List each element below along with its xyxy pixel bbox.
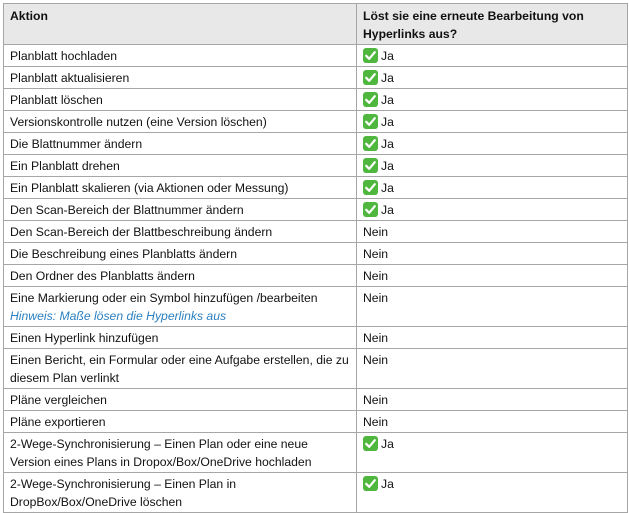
answer-cell (357, 67, 628, 89)
table-row (4, 155, 628, 177)
table-row (4, 67, 628, 89)
answer-text: Ja (381, 93, 394, 107)
answer-cell: Nein (357, 287, 628, 327)
table-row (4, 45, 628, 67)
check-mark-icon (363, 180, 378, 195)
action-cell: Den Ordner des Planblatts ändern (4, 265, 357, 287)
answer-text: Ja (381, 181, 394, 195)
action-cell: Planblatt aktualisieren (4, 67, 357, 89)
check-mark-icon (363, 70, 378, 85)
answer-text: Ja (381, 71, 394, 85)
header-row (4, 4, 628, 45)
answer-text: Ja (381, 49, 394, 63)
action-cell: Planblatt löschen (4, 89, 357, 111)
action-cell: Ein Planblatt skalieren (via Aktionen oder Messung) (4, 177, 357, 199)
action-cell: Einen Hyperlink hinzufügen (4, 327, 357, 349)
answer-text: Ja (381, 477, 394, 491)
action-cell: Einen Bericht, ein Formular oder eine Aufgabe erstellen, die zu diesem Plan verlinkt (4, 349, 357, 389)
header-answer: Löst sie eine erneute Bearbeitung von Hyperlinks aus? (357, 4, 628, 45)
check-mark-icon (363, 92, 378, 107)
action-cell: Den Scan-Bereich der Blattnummer ändern (4, 199, 357, 221)
answer-cell: Nein (357, 411, 628, 433)
answer-cell (357, 133, 628, 155)
answer-cell (357, 433, 628, 473)
answer-cell (357, 111, 628, 133)
answer-cell: Nein (357, 265, 628, 287)
hint-note: Hinweis: Maße lösen die Hyperlinks aus (10, 309, 227, 323)
answer-cell (357, 199, 628, 221)
answer-text: Ja (381, 159, 394, 173)
check-mark-icon (363, 114, 378, 129)
table-row (4, 389, 628, 411)
table-row (4, 111, 628, 133)
answer-cell (357, 155, 628, 177)
answer-cell: Nein (357, 327, 628, 349)
table-row (4, 133, 628, 155)
table-row (4, 89, 628, 111)
answer-cell (357, 45, 628, 67)
action-cell: 2-Wege-Synchronisierung – Einen Plan oder eine neue Version eines Plans in Dropox/Box/OneDrive hochladen (4, 433, 357, 473)
table-row (4, 327, 628, 349)
check-mark-icon (363, 136, 378, 151)
answer-cell: Nein (357, 243, 628, 265)
answer-text: Ja (381, 115, 394, 129)
table-row (4, 287, 628, 327)
hyperlink-trigger-table (3, 3, 628, 513)
table-body (4, 45, 628, 513)
table-row (4, 177, 628, 199)
check-mark-icon (363, 436, 378, 451)
answer-cell (357, 177, 628, 199)
table-row (4, 411, 628, 433)
action-cell: Planblatt hochladen (4, 45, 357, 67)
action-cell: Pläne vergleichen (4, 389, 357, 411)
answer-cell (357, 473, 628, 513)
answer-text: Ja (381, 203, 394, 217)
check-mark-icon (363, 476, 378, 491)
answer-cell: Nein (357, 349, 628, 389)
answer-cell (357, 89, 628, 111)
action-cell: Ein Planblatt drehen (4, 155, 357, 177)
check-mark-icon (363, 48, 378, 63)
table-row (4, 473, 628, 513)
check-mark-icon (363, 158, 378, 173)
table-row (4, 349, 628, 389)
action-cell (4, 287, 357, 327)
action-cell: 2-Wege-Synchronisierung – Einen Plan in DropBox/Box/OneDrive löschen (4, 473, 357, 513)
table-row (4, 433, 628, 473)
table-row (4, 221, 628, 243)
table-row (4, 265, 628, 287)
check-mark-icon (363, 202, 378, 217)
action-cell: Die Blattnummer ändern (4, 133, 357, 155)
action-cell: Die Beschreibung eines Planblatts ändern (4, 243, 357, 265)
answer-text: Ja (381, 137, 394, 151)
table-row (4, 199, 628, 221)
action-cell: Den Scan-Bereich der Blattbeschreibung ändern (4, 221, 357, 243)
answer-cell: Nein (357, 389, 628, 411)
answer-text: Ja (381, 437, 394, 451)
action-cell: Versionskontrolle nutzen (eine Version löschen) (4, 111, 357, 133)
table-row (4, 243, 628, 265)
header-action: Aktion (4, 4, 357, 45)
answer-cell: Nein (357, 221, 628, 243)
action-text: Eine Markierung oder ein Symbol hinzufügen /bearbeiten (10, 291, 318, 305)
action-cell: Pläne exportieren (4, 411, 357, 433)
